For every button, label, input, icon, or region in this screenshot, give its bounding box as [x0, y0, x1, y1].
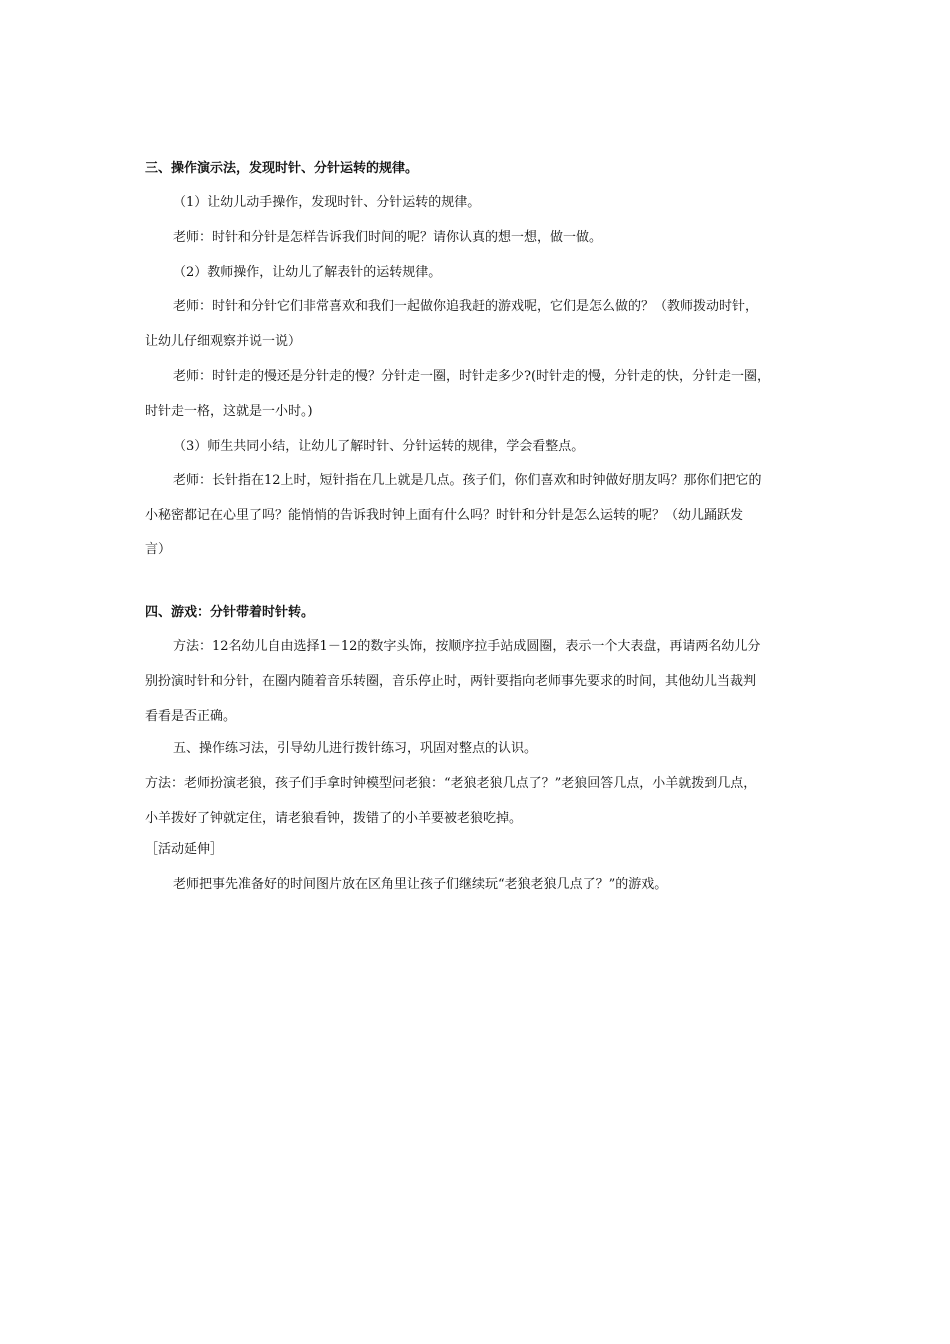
section4-paragraph-1-line-2: 别扮演时针和分针，在圈内随着音乐转圈，音乐停止时，两针要指向老师事先要求的时间，其他幼儿当裁判 [145, 674, 757, 689]
section3-paragraph-5-line-1: 老师：时针走的慢还是分针走的慢？分针走一圈，时针走多少?(时针走的慢，分针走的快，分针走一圈， [173, 369, 771, 384]
section3-heading: 三、操作演示法，发现时针、分针运转的规律。 [145, 161, 419, 176]
section4-paragraph-1-line-3: 看看是否正确。 [145, 709, 237, 724]
section5-paragraph-1-line-2: 小羊拨好了钟就定住，请老狼看钟，拨错了的小羊要被老狼吃掉。 [145, 811, 523, 826]
extension-paragraph-1: 老师把事先准备好的时间图片放在区角里让孩子们继续玩“老狼老狼几点了？”的游戏。 [173, 877, 668, 892]
section3-paragraph-5-line-2: 时针走一格，这就是一小时。) [145, 404, 313, 419]
section3-paragraph-7-line-2: 小秘密都记在心里了吗？能悄悄的告诉我时钟上面有什么吗？时针和分针是怎么运转的呢？（幼儿踊跃发 [145, 508, 744, 523]
section3-paragraph-7-line-1: 老师：长针指在12上时，短针指在几上就是几点。孩子们，你们喜欢和时钟做好朋友吗？那你们把它的 [173, 473, 762, 488]
section4-heading: 四、游戏：分针带着时针转。 [145, 605, 315, 620]
section3-paragraph-4-line-1: 老师：时针和分针它们非常喜欢和我们一起做你追我赶的游戏呢，它们是怎么做的？（教师拨动时针， [173, 299, 759, 314]
section3-paragraph-1: （1）让幼儿动手操作，发现时针、分针运转的规律。 [173, 195, 481, 210]
section3-paragraph-2: 老师：时针和分针是怎样告诉我们时间的呢？请你认真的想一想，做一做。 [173, 230, 603, 245]
section5-heading: 五、操作练习法，引导幼儿进行拨针练习，巩固对整点的认识。 [173, 741, 538, 756]
section3-paragraph-6: （3）师生共同小结，让幼儿了解时针、分针运转的规律，学会看整点。 [173, 439, 585, 454]
section3-paragraph-7-line-3: 言） [145, 542, 172, 557]
extension-heading: ［活动延伸］ [145, 842, 224, 857]
section3-paragraph-3: （2）教师操作，让幼儿了解表针的运转规律。 [173, 265, 442, 280]
section4-paragraph-1-line-1: 方法：12名幼儿自由选择1－12的数字头饰，按顺序拉手站成圆圈，表示一个大表盘，再请两名幼儿分 [173, 639, 761, 654]
section3-paragraph-4-line-2: 让幼儿仔细观察并说一说） [145, 334, 302, 349]
section5-paragraph-1-line-1: 方法：老师扮演老狼，孩子们手拿时钟模型问老狼：“老狼老狼几点了？”老狼回答几点，小羊就拨到几点， [145, 776, 757, 791]
